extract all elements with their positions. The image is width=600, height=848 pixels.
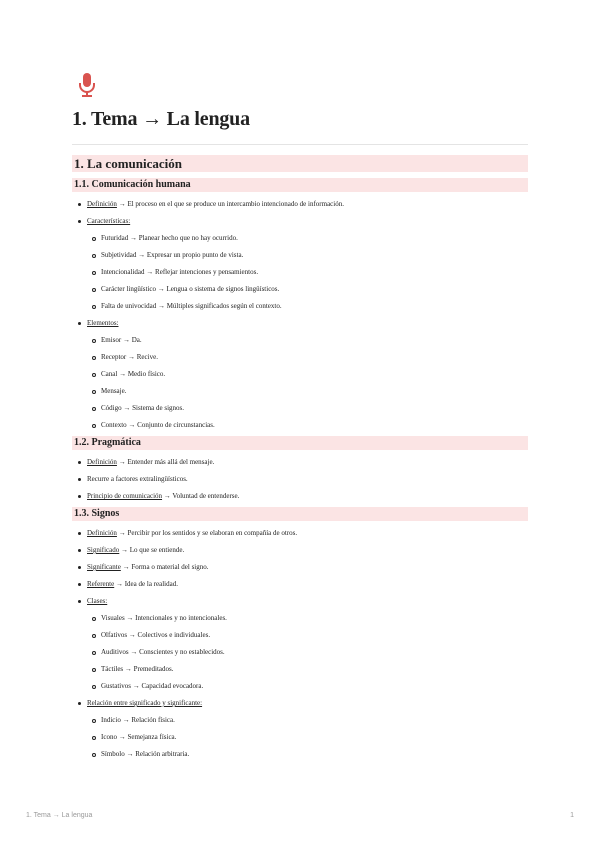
sub-list-item-text: Indicio → Relación física. — [101, 716, 175, 724]
list-item — [72, 475, 528, 484]
list-item — [72, 200, 528, 209]
list-item — [72, 458, 528, 467]
page-footer — [26, 812, 574, 819]
sub-list-item — [87, 370, 528, 379]
sub-list-item-text: Carácter lingüístico → Lengua o sistema de signos lingüísticos. — [101, 285, 280, 293]
sub-list-item-text: Contexto → Conjunto de circunstancias. — [101, 421, 215, 429]
sub-list-item — [87, 421, 528, 430]
list-item-term: Referente — [87, 580, 115, 588]
page-number: 1 — [570, 812, 574, 819]
list-item — [72, 597, 528, 691]
sub-list-item-text: Auditivos → Conscientes y no establecidos. — [101, 648, 225, 656]
sub-list-item — [87, 285, 528, 294]
sub-list-item-text: Símbolo → Relación arbitraria. — [101, 750, 190, 758]
sub-bullet-list — [87, 716, 528, 759]
page-title: 1. Tema → La lengua — [72, 108, 250, 130]
sub-list-item — [87, 336, 528, 345]
sub-list-item-text: Táctiles → Premeditados. — [101, 665, 174, 673]
list-item — [72, 529, 528, 538]
list-item-term: Significado — [87, 546, 120, 554]
sub-list-item — [87, 631, 528, 640]
list-item-text: → Voluntad de entenderse. — [162, 492, 240, 500]
sub-list-item-text: Gustativos → Capacidad evocadora. — [101, 682, 204, 690]
list-item-term: Características: — [87, 217, 131, 225]
sub-list-item-text: Futuridad → Planear hecho que no hay ocurrido. — [101, 234, 238, 242]
sub-list-item — [87, 648, 528, 657]
list-item — [72, 546, 528, 555]
list-item — [72, 563, 528, 572]
list-item-term: Definición — [87, 458, 117, 466]
sub-list-item-text: Receptor → Recive. — [101, 353, 158, 361]
sub-list-item-text: Visuales → Intencionales y no intencionales. — [101, 614, 227, 622]
list-item-text: → El proceso en el que se produce un intercambio intencionado de información. — [116, 200, 344, 208]
bullet-list — [72, 200, 528, 430]
list-item-term: Definición — [87, 529, 117, 537]
sub-list-item-text: Mensaje. — [101, 387, 127, 395]
sub-list-item — [87, 353, 528, 362]
footer-title: 1. Tema → La lengua — [26, 812, 93, 819]
list-item-text: → Idea de la realidad. — [114, 580, 178, 588]
list-item-text: Recurre a factores extralingüísticos. — [87, 475, 188, 483]
sub-list-item — [87, 404, 528, 413]
sub-list-item — [87, 387, 528, 396]
subsection-heading: 1.2. Pragmática — [72, 436, 528, 450]
sub-list-item-text: Olfativos → Colectivos e individuales. — [101, 631, 211, 639]
document-page — [72, 72, 528, 759]
subsection-heading: 1.1. Comunicación humana — [72, 178, 528, 192]
sub-list-item-text: Emisor → Da. — [101, 336, 142, 344]
sub-list-item — [87, 682, 528, 691]
sub-list-item — [87, 251, 528, 260]
sub-list-item — [87, 750, 528, 759]
sub-list-item-text: Canal → Medio físico. — [101, 370, 166, 378]
sub-bullet-list — [87, 336, 528, 430]
sub-list-item-text: Subjetividad → Expresar un propio punto de vista. — [101, 251, 244, 259]
list-item — [72, 319, 528, 430]
sub-list-item-text: Intencionalidad → Reflejar intenciones y pensamientos. — [101, 268, 259, 276]
list-item — [72, 580, 528, 589]
list-item-term: Elementos: — [87, 319, 119, 327]
list-item-text: → Percibir por los sentidos y se elaboran en compañía de otros. — [116, 529, 298, 537]
title-divider — [72, 144, 528, 145]
sub-list-item — [87, 302, 528, 311]
list-item-term: Definición — [87, 200, 117, 208]
sub-list-item — [87, 614, 528, 623]
list-item-text: → Lo que se entiende. — [119, 546, 185, 554]
sub-list-item — [87, 665, 528, 674]
sub-bullet-list — [87, 234, 528, 311]
list-item-term: Significante — [87, 563, 121, 571]
bullet-list — [72, 458, 528, 501]
bullet-list — [72, 529, 528, 759]
sub-list-item — [87, 268, 528, 277]
list-item — [72, 699, 528, 759]
section-heading: 1. La comunicación — [72, 155, 528, 172]
sub-list-item — [87, 733, 528, 742]
list-item-text: → Forma o material del signo. — [120, 563, 209, 571]
list-item-text: → Entender más allá del mensaje. — [116, 458, 215, 466]
list-item-term: Clases: — [87, 597, 108, 605]
list-item — [72, 492, 528, 501]
sub-list-item — [87, 234, 528, 243]
list-item — [72, 217, 528, 311]
document-content — [72, 155, 528, 759]
sub-bullet-list — [87, 614, 528, 691]
microphone-icon — [77, 72, 97, 98]
sub-list-item-text: Icono → Semejanza física. — [101, 733, 177, 741]
subsection-heading: 1.3. Signos — [72, 507, 528, 521]
sub-list-item — [87, 716, 528, 725]
list-item-term: Relación entre significado y significante: — [87, 699, 203, 707]
sub-list-item-text: Falta de univocidad → Múltiples significados según el contexto. — [101, 302, 282, 310]
sub-list-item-text: Código → Sistema de signos. — [101, 404, 185, 412]
list-item-term: Principio de comunicación — [87, 492, 163, 500]
